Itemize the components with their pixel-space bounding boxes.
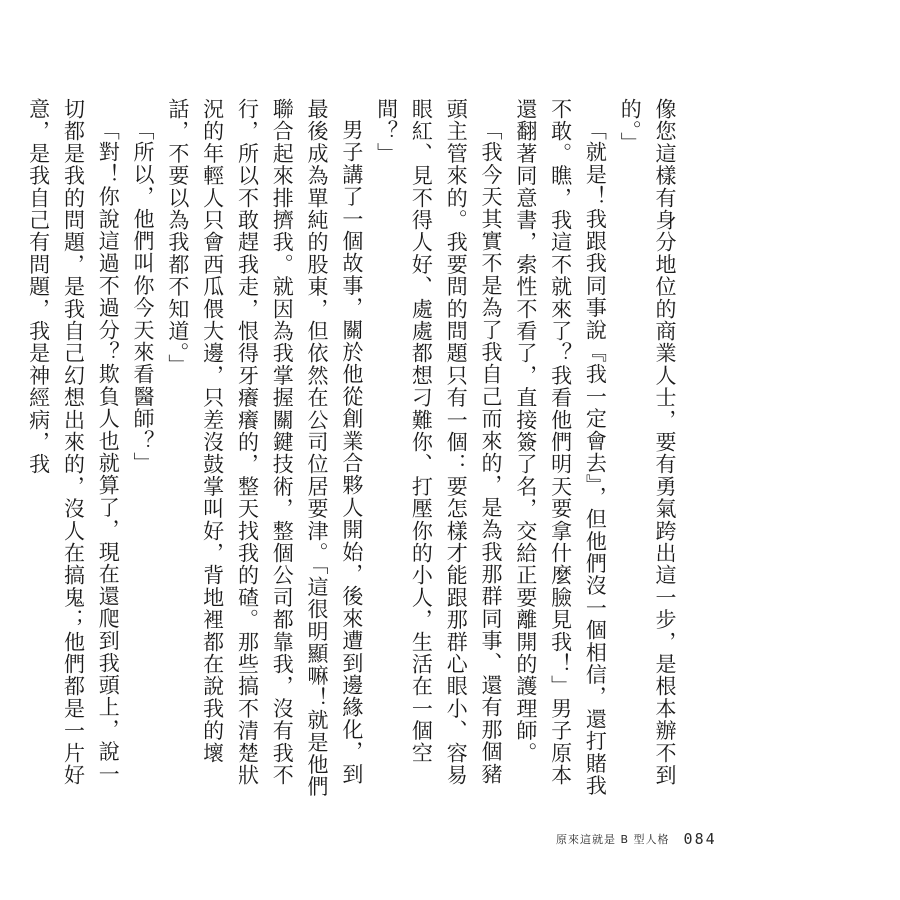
paragraph-6: 「對！你說這過不過分？欺負人也就算了，現在還爬到我頭上，說一切都是我的問題，是我自己幻想出來的，沒人在搞鬼；他們都是一片好意，是我自己有問題，我是神經病，我 — [26, 98, 121, 787]
paragraph-4: 男子講了一個故事，關於他從創業合夥人開始，後來遭到邊緣化，到最後成為單純的股東，但依然在公司位居要津。「這很明顯嘛！就是他們聯合起來排擠我。就因為我掌握關鍵技術，整個公司都靠我，沒有我不行，所以不敢趕我走，恨得牙癢癢的，整天找我的碴。那些搞不清楚狀況的年輕人只會西瓜偎大邊，只差沒鼓掌叫好，背地裡都在說我的壞話，不要以為我都不知道。」 — [165, 98, 364, 798]
page-footer — [556, 830, 717, 848]
running-book-title: 原來這就是 B 型人格 — [556, 833, 670, 846]
paragraph-1: 像您這樣有身分地位的商業人士，要有勇氣跨出這一步，是根本辦不到的。」 — [618, 98, 677, 787]
paragraph-3: 「我今天其實不是為了我自己而來的，是為我那群同事、還有那個豬頭主管來的。我要問的問題只有一個：要怎樣才能跟那群心眼小、容易眼紅、見不得人好、處處都想刁難你、打壓你的小人，生活在一個空間？」 — [374, 98, 504, 787]
page-number: 084 — [683, 830, 717, 848]
paragraph-2: 「就是！我跟我同事說『我一定會去』，但他們沒一個相信，還打賭我不敢。瞧，我這不就來了？我看他們明天要拿什麼臉見我！」男子原本還翻著同意書，索性不看了，直接簽了名，交給正要離開的護理師。 — [513, 98, 608, 797]
paragraph-5: 「所以，他們叫你今天來看醫師？」 — [131, 119, 156, 475]
vertical-text-body — [26, 98, 682, 798]
